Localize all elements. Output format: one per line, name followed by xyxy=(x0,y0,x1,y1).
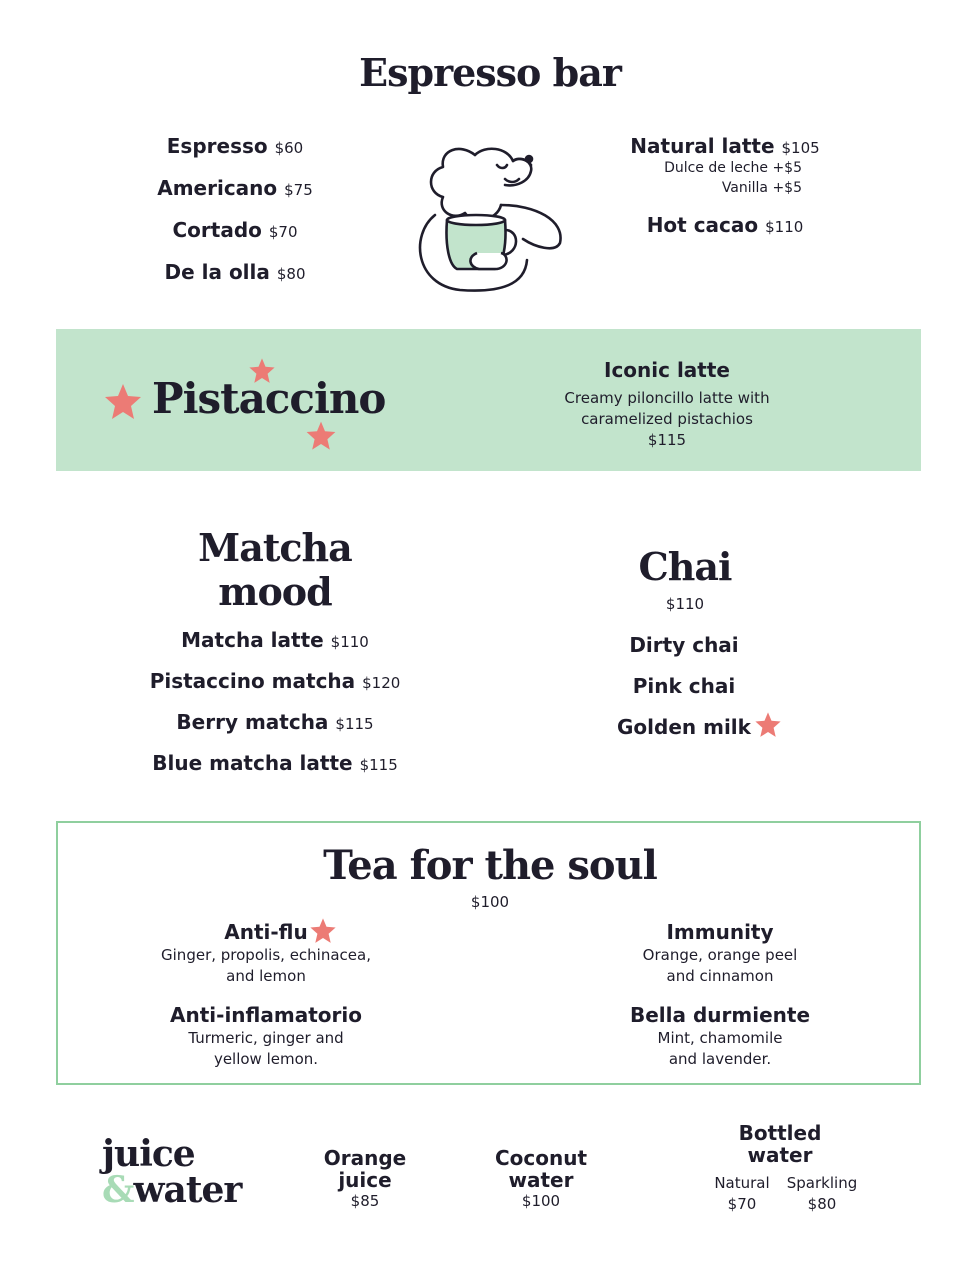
tea-price: $100 xyxy=(470,893,510,911)
hot-cacao-item xyxy=(610,213,840,237)
item-name: Hot cacao xyxy=(646,213,759,237)
extra-option: Vanilla +$5 xyxy=(721,180,802,196)
tea-item-desc: Mint, chamomile xyxy=(657,1029,783,1047)
option-label: Sparkling xyxy=(786,1174,858,1192)
item-price: $85 xyxy=(350,1192,380,1210)
menu-item xyxy=(120,260,350,302)
tea-item-desc: and lemon xyxy=(226,967,306,985)
matcha-title xyxy=(170,526,380,614)
bear-with-cup-illustration xyxy=(405,135,575,295)
item-name: water xyxy=(747,1143,813,1167)
menu-item xyxy=(120,176,350,218)
item-price: $100 xyxy=(521,1192,561,1210)
item-price: $110 xyxy=(330,633,369,651)
item-name: Matcha latte xyxy=(181,628,324,652)
item-price: $105 xyxy=(781,139,820,157)
bottled-sparkling xyxy=(780,1173,864,1215)
item-name: De la olla xyxy=(164,260,270,284)
item-name: Espresso xyxy=(166,134,268,158)
juice-water-title xyxy=(102,1133,282,1211)
espresso-title: Espresso bar xyxy=(359,50,621,95)
menu-item: Dirty chai xyxy=(629,633,739,657)
matcha-title-line: Matcha xyxy=(198,525,352,570)
item-price: $115 xyxy=(335,715,374,733)
menu-item xyxy=(120,710,430,751)
menu-item xyxy=(120,751,430,792)
chai-title: Chai xyxy=(638,544,732,589)
item-name: Orange xyxy=(323,1146,407,1170)
item-name: Cortado xyxy=(172,218,262,242)
item-price: $120 xyxy=(362,674,401,692)
tea-item xyxy=(136,1002,396,1070)
menu-item: Golden milk xyxy=(617,715,751,739)
coconut-water-item xyxy=(476,1147,606,1212)
tea-item-desc: Turmeric, ginger and xyxy=(188,1029,344,1047)
item-price: $60 xyxy=(274,139,304,157)
menu-item xyxy=(120,218,350,260)
espresso-left-list xyxy=(120,134,350,302)
pistaccino-subtitle: Iconic latte xyxy=(604,358,730,382)
item-name: Natural latte xyxy=(630,134,775,158)
ampersand: & xyxy=(102,1169,134,1211)
item-price: $110 xyxy=(765,218,804,236)
matcha-title-line: mood xyxy=(218,569,332,614)
item-name: Americano xyxy=(157,176,278,200)
item-price: $115 xyxy=(359,756,398,774)
item-name: water xyxy=(508,1168,574,1192)
star-icon xyxy=(103,382,143,422)
item-name: Berry matcha xyxy=(176,710,329,734)
tea-item-name: Immunity xyxy=(666,920,774,944)
item-name: Blue matcha latte xyxy=(152,751,353,775)
menu-item xyxy=(120,134,350,176)
item-price: $70 xyxy=(268,223,298,241)
water-word: water xyxy=(133,1169,242,1211)
tea-item-desc: Orange, orange peel xyxy=(642,946,798,964)
bottled-water-item xyxy=(700,1122,860,1166)
extra-option: Dulce de leche +$5 xyxy=(664,160,802,176)
item-price: $75 xyxy=(284,181,313,199)
pistaccino-price: $115 xyxy=(647,431,687,449)
matcha-list xyxy=(120,628,430,792)
menu-item xyxy=(120,628,430,669)
star-icon xyxy=(305,420,337,452)
tea-item-name: Anti-flu xyxy=(224,920,308,944)
tea-item xyxy=(600,919,840,987)
item-name: juice xyxy=(338,1168,392,1192)
menu-item: Pink chai xyxy=(632,674,736,698)
item-name: Pistaccino matcha xyxy=(149,669,356,693)
orange-juice-item xyxy=(305,1147,425,1212)
tea-item xyxy=(600,1002,840,1070)
juice-title-line: juice xyxy=(102,1133,195,1175)
bottled-natural xyxy=(704,1173,780,1215)
star-icon xyxy=(754,711,782,739)
chai-price: $110 xyxy=(665,595,705,613)
item-name: Coconut xyxy=(494,1146,588,1170)
item-name: Bottled xyxy=(738,1121,822,1145)
natural-latte-block xyxy=(620,134,830,198)
option-label: Natural xyxy=(714,1174,770,1192)
pistaccino-description: Creamy piloncillo latte with xyxy=(564,389,770,407)
tea-item xyxy=(146,919,386,987)
tea-item-desc: Ginger, propolis, echinacea, xyxy=(161,946,371,964)
menu-item xyxy=(620,134,830,158)
pistaccino-details xyxy=(540,358,794,451)
tea-title: Tea for the soul xyxy=(323,842,657,889)
item-price: $80 xyxy=(276,265,306,283)
tea-item-desc: and cinnamon xyxy=(666,967,774,985)
option-price: $70 xyxy=(727,1195,757,1213)
tea-item-name: Anti-inflamatorio xyxy=(170,1003,362,1027)
pistaccino-description: caramelized pistachios xyxy=(581,410,753,428)
tea-item-name: Bella durmiente xyxy=(629,1003,811,1027)
water-title-line xyxy=(102,1169,282,1211)
option-price: $80 xyxy=(807,1195,837,1213)
tea-item-desc: and lavender. xyxy=(668,1050,772,1068)
tea-item-desc: yellow lemon. xyxy=(213,1050,319,1068)
menu-item xyxy=(120,669,430,710)
star-icon xyxy=(309,917,337,945)
pistaccino-title: Pistaccino xyxy=(152,374,386,423)
